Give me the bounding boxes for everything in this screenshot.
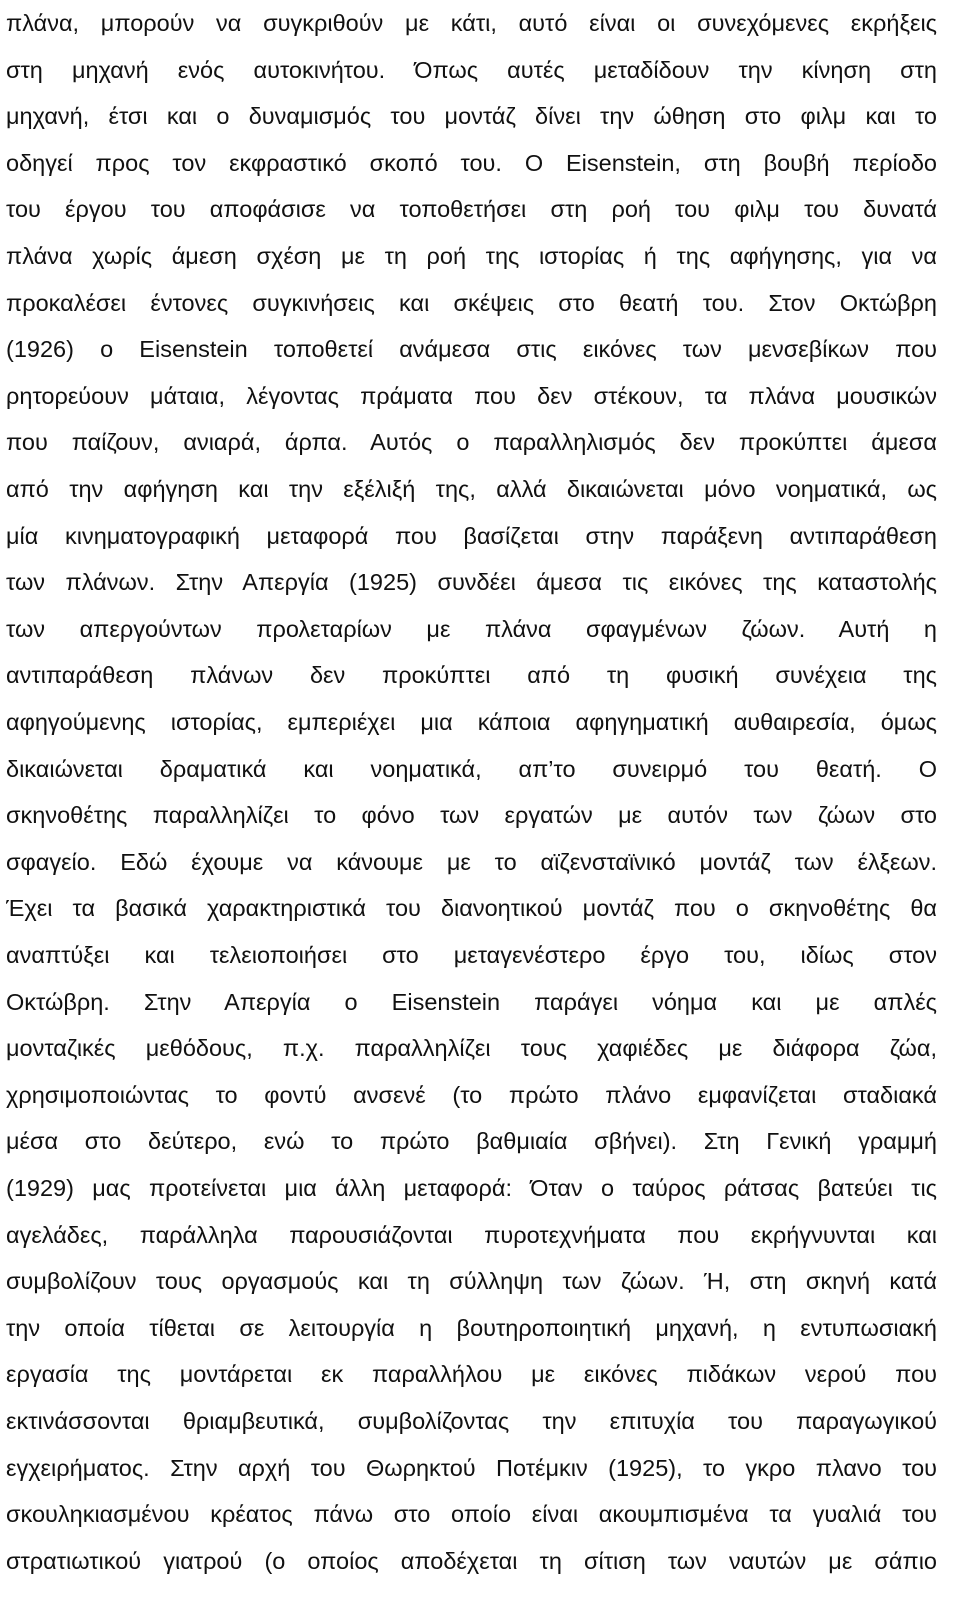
text-line: οδηγεί προς τον εκφραστικό σκοπό του. Ο Eisenstein, στη βουβή περίοδο xyxy=(6,149,937,176)
text-line: αφηγούμενης ιστορίας, εμπεριέχει μια κάποια αφηγηματική αυθαιρεσία, όμως xyxy=(6,709,937,735)
text-line: των απεργούντων προλεταρίων με πλάνα σφαγμένων ζώων. Αυτή η xyxy=(6,615,937,642)
text-line: που παίζουν, ανιαρά, άρπα. Αυτός ο παραλληλισμός δεν προκύπτει άμεσα xyxy=(6,429,937,456)
text-line: δικαιώνεται δραματικά και νοηματικά, απ’το συνειρμό του θεατή. Ο xyxy=(6,755,937,782)
text-line: αναπτύξει και τελειοποιήσει στο μεταγενέστερο έργο του, ιδίως στον xyxy=(6,942,937,968)
text-line: μέσα στο δεύτερο, ενώ το πρώτο βαθμιαία σβήνει). Στη Γενική γραμμή xyxy=(6,1128,937,1155)
text-line: σφαγείο. Εδώ έχουμε να κάνουμε με το αϊζενσταϊνικό μοντάζ των έλξεων. xyxy=(6,848,937,875)
text-line: μηχανή, έτσι και ο δυναμισμός του μοντάζ δίνει την ώθηση στο φιλμ και το xyxy=(6,103,937,130)
text-line: των πλάνων. Στην Απεργία (1925) συνδέει άμεσα τις εικόνες της καταστολής xyxy=(6,569,937,596)
text-line: στρατιωτικού γιατρού (ο οποίος αποδέχεται τη σίτιση των ναυτών με σάπιο xyxy=(6,1547,937,1574)
text-line: αγελάδες, παράλληλα παρουσιάζονται πυροτεχνήματα που εκρήγνυνται και xyxy=(6,1221,937,1248)
text-line: σκηνοθέτης παραλληλίζει το φόνο των εργατών με αυτόν των ζώων στο xyxy=(6,802,937,829)
text-line: χρησιμοποιώντας το φοντύ ανσενέ (το πρώτο πλάνο εμφανίζεται σταδιακά xyxy=(6,1081,937,1108)
text-line: εγχειρήματος. Στην αρχή του Θωρηκτού Ποτέμκιν (1925), το γκρο πλανο του xyxy=(6,1454,937,1481)
text-line: αντιπαράθεση πλάνων δεν προκύπτει από τη φυσική συνέχεια της xyxy=(6,662,937,689)
text-line: σκουληκιασμένου κρέατος πάνω στο οποίο είναι ακουμπισμένα τα γυαλιά του xyxy=(6,1501,937,1528)
text-line: Έχει τα βασικά χαρακτηριστικά του διανοητικού μοντάζ που ο σκηνοθέτης θα xyxy=(6,895,937,922)
text-line: ρητορεύουν μάταια, λέγοντας πράματα που δεν στέκουν, τα πλάνα μουσικών xyxy=(6,382,937,409)
text-line: (1926) ο Eisenstein τοποθετεί ανάμεσα στις εικόνες των μενσεβίκων που xyxy=(6,336,937,363)
text-line: (1929) μας προτείνεται μια άλλη μεταφορά: Όταν ο ταύρος ράτσας βατεύει τις xyxy=(6,1175,937,1201)
text-line: Οκτώβρη. Στην Απεργία ο Eisenstein παράγει νόημα και με απλές xyxy=(6,988,937,1015)
text-line: εργασία της μοντάρεται εκ παραλλήλου με εικόνες πιδάκων νερού που xyxy=(6,1361,937,1388)
text-line: από την αφήγηση και την εξέλιξή της, αλλά δικαιώνεται μόνο νοηματικά, ως xyxy=(6,476,937,502)
text-line: προκαλέσει έντονες συγκινήσεις και σκέψεις στο θεατή του. Στον Οκτώβρη xyxy=(6,289,937,316)
text-line: του έργου του αποφάσισε να τοποθετήσει στη ροή του φιλμ του δυνατά xyxy=(6,196,937,223)
text-line: πλάνα, μπορούν να συγκριθούν με κάτι, αυτό είναι οι συνεχόμενες εκρήξεις xyxy=(6,10,937,36)
text-line: μία κινηματογραφική μεταφορά που βασίζεται στην παράξενη αντιπαράθεση xyxy=(6,522,937,549)
text-line: συμβολίζουν τους οργασμούς και τη σύλληψη των ζώων. Ή, στη σκηνή κατά xyxy=(6,1268,937,1295)
text-line: πλάνα χωρίς άμεση σχέση με τη ροή της ιστορίας ή της αφήγησης, για να xyxy=(6,243,937,269)
text-line: μονταζικές μεθόδους, π.χ. παραλληλίζει τους χαφιέδες με διάφορα ζώα, xyxy=(6,1035,937,1062)
text-line: εκτινάσσονται θριαμβευτικά, συμβολίζοντας την επιτυχία του παραγωγικού xyxy=(6,1408,937,1434)
text-line: στη μηχανή ενός αυτοκινήτου. Όπως αυτές μεταδίδουν την κίνηση στη xyxy=(6,56,937,83)
text-line: την οποία τίθεται σε λειτουργία η βουτηροποιητική μηχανή, η εντυπωσιακή xyxy=(6,1314,937,1341)
